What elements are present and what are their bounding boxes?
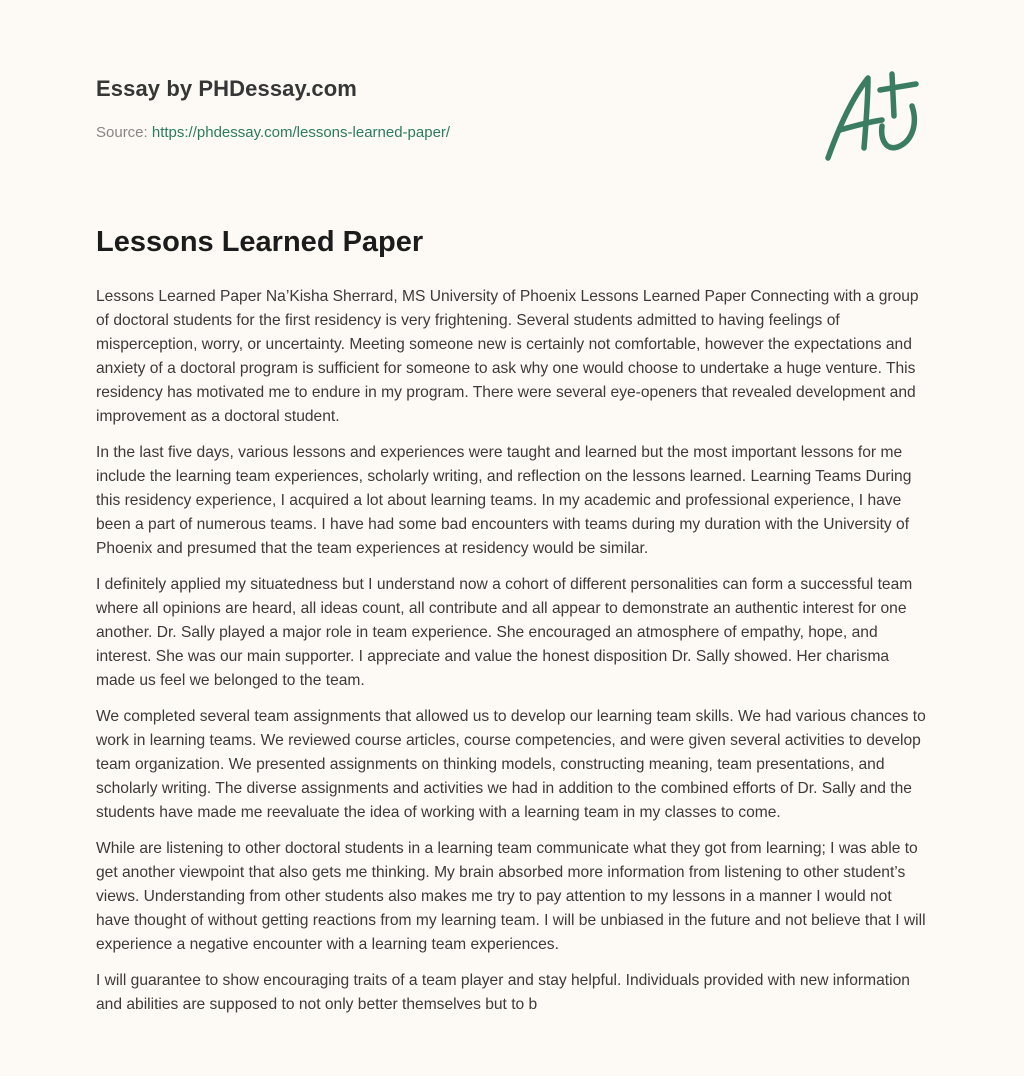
source-line xyxy=(96,124,450,141)
paragraph: While are listening to other doctoral students in a learning team communicate what they got from learning; I was able to get another viewpoint that also gets me thinking. My brain absorbed more information from listening to other student’s views. Understanding from other students also makes me try to pay attention to my lessons in a manner I would not have thought of without getting reactions from my learning team. I will be unbiased in the future and not believe that I will experience a negative encounter with a learning team experiences. xyxy=(96,840,926,953)
source-label: Source: xyxy=(96,124,148,141)
a-plus-grade-icon xyxy=(822,68,926,164)
paragraph: I definitely applied my situatedness but I understand now a cohort of different personalities can form a successful team where all opinions are heard, all ideas count, all contribute and all appear to demonstrate an authentic interest for one another. Dr. Sally played a major role in team experience. She encouraged an atmosphere of empathy, hope, and interest. She was our main supporter. I appreciate and value the honest disposition Dr. Sally showed. Her charisma made us feel we belonged to the team. xyxy=(96,576,913,689)
paragraph: In the last five days, various lessons and experiences were taught and learned but the most important lessons for me include the learning team experiences, scholarly writing, and reflection on the lessons learned. Learning Teams During this residency experience, I acquired a lot about learning teams. In my academic and professional experience, I have been a part of numerous teams. I have had some bad encounters with teams during my duration with the University of Phoenix and presumed that the team experiences at residency would be similar. xyxy=(96,444,912,557)
site-header xyxy=(96,0,928,200)
paragraph: Lessons Learned Paper Na’Kisha Sherrard, MS University of Phoenix Lessons Learned Paper Connecting with a group of doctoral students for the first residency is very frightening. Several students admitted to having feelings of misperception, worry, or uncertainty. Meeting someone new is certainly not comfortable, however the expectations and anxiety of a doctoral program is sufficient for someone to ask why one would choose to undertake a huge venture. This residency has motivated me to endure in my program. There were several eye-openers that revealed development and improvement as a doctoral student. xyxy=(96,288,919,425)
article-body xyxy=(96,285,928,1029)
paragraph: I will guarantee to show encouraging traits of a team player and stay helpful. Individuals provided with new information and abilities are supposed to not only better themselves but to b xyxy=(96,972,910,1013)
paragraph: We completed several team assignments that allowed us to develop our learning team skills. We had various chances to work in learning teams. We reviewed course articles, course competencies, and were given several activities to develop team organization. We presented assignments on thinking models, constructing meaning, team presentations, and scholarly writing. The diverse assignments and activities we had in addition to the combined efforts of Dr. Sally and the students have made me reevaluate the idea of working with a learning team in my classes to come. xyxy=(96,708,926,821)
brand-title: Essay by PHDessay.com xyxy=(96,76,357,101)
essay-page xyxy=(96,0,928,1013)
article-title: Lessons Learned Paper xyxy=(96,226,424,258)
source-link[interactable]: https://phdessay.com/lessons-learned-paper/ xyxy=(151,124,451,141)
